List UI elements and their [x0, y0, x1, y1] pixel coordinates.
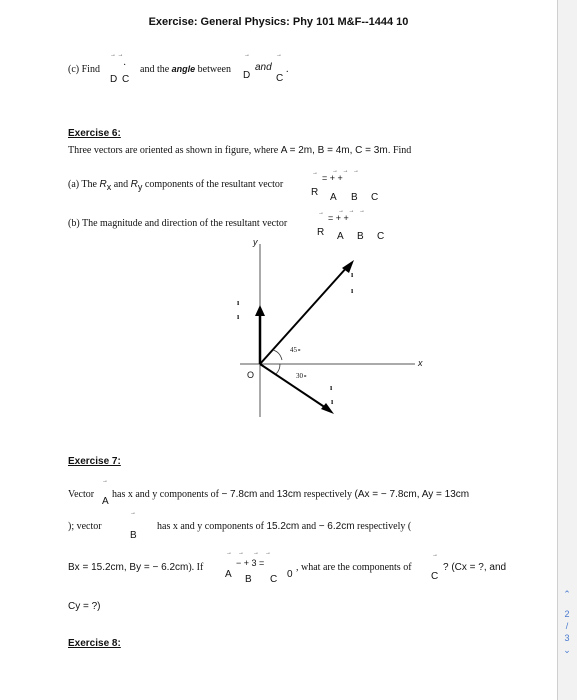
vector-arrow-icon: → [276, 52, 282, 58]
vector-c2: C [276, 73, 284, 84]
part-c-tail: . [286, 64, 289, 75]
ex7-vector-c: C [431, 571, 439, 582]
dot-operator: · [123, 60, 127, 71]
page-separator: / [565, 621, 569, 631]
equation-operators: = + + [322, 173, 343, 183]
ex7-line1-prefix: Vector [68, 489, 95, 500]
ex7-expr-a: A [225, 569, 232, 580]
ex7-expr-operators: − + 3 = [236, 558, 265, 568]
vector-arrow-icon: → [244, 52, 250, 58]
ex7-line2-prefix: ); vector [68, 521, 102, 532]
y-axis-label: y [253, 237, 258, 247]
ex7-line3-question: , what are the components of [296, 562, 412, 573]
eq-a: A [330, 192, 337, 203]
vector-arrow-icon: → [318, 210, 324, 216]
exercise-6-heading: Exercise 6: [68, 128, 121, 139]
ex7-vector-a: A [102, 496, 109, 507]
current-page: 2 [564, 609, 570, 619]
vector-c-line [260, 364, 326, 408]
eq-c-2: C [377, 231, 385, 242]
total-pages: 3 [564, 633, 570, 643]
vector-b-line [260, 266, 348, 364]
eq-r-2: R [317, 227, 325, 238]
angle-arc-45 [273, 350, 282, 360]
label-tick-c: ı [330, 383, 333, 392]
label-tick-a2: ı [237, 312, 240, 321]
x-axis-label: x [418, 358, 423, 368]
exercise-7-heading: Exercise 7: [68, 456, 121, 467]
angle-45-label: 45∘ [290, 346, 302, 354]
eq-r: R [311, 187, 319, 198]
vector-arrow-icon: → → → → [226, 550, 271, 556]
vector-arrow-icon: → [432, 552, 438, 558]
vector-arrow-icon: → [102, 478, 108, 484]
ex7-expr-zero: 0 [287, 569, 293, 580]
label-tick-b: ı [351, 270, 354, 279]
label-tick-c2: ı [331, 397, 334, 406]
ex7-vector-b: B [130, 530, 137, 541]
eq-a-2: A [337, 231, 344, 242]
exercise-8-heading: Exercise 8: [68, 638, 121, 649]
eq-b-2: B [357, 231, 364, 242]
vector-arrow-icon: → [130, 510, 136, 516]
ex7-line3: Bx = 15.2cm, By = − 6.2cm). If [68, 562, 204, 573]
vector-arrow-icon: → → → [332, 168, 359, 174]
exercise-6-intro: Three vectors are oriented as shown in figure, where A = 2m, B = 4m, C = 3m. Find [68, 145, 412, 156]
ex7-line3-end: ? (Cx = ?, and [443, 562, 507, 573]
origin-label: O [247, 370, 255, 380]
ex7-expr-c: C [270, 574, 278, 585]
ex7-expr-b: B [245, 574, 252, 585]
label-tick-a: ı [237, 298, 240, 307]
page-navigator [557, 588, 577, 668]
page-title: Exercise: General Physics: Phy 101 M&F--1444 10 [148, 16, 409, 28]
vector-d2: D [243, 70, 251, 81]
question-a: (a) The $R_x$ and $R_y$ components of the resultant vector [68, 179, 284, 192]
vector-a-arrowhead [255, 305, 265, 316]
page-down-icon[interactable]: ⌄ [563, 645, 571, 655]
label-tick-b2: ı [351, 286, 354, 295]
page-up-icon[interactable]: ⌃ [563, 589, 571, 599]
vector-arrow-icon: → → → [338, 208, 365, 214]
vector-figure [220, 232, 440, 422]
vector-arrow-icon: → → [110, 52, 124, 58]
question-b: (b) The magnitude and direction of the resultant vector [68, 218, 288, 229]
vector-d: D [110, 74, 118, 85]
part-c-prefix: (c) Find [68, 64, 100, 75]
angle-30-label: 30∘ [296, 372, 308, 380]
equation-operators-2: = + + [328, 213, 349, 223]
and-word: and [255, 62, 272, 73]
part-c-mid: and the angle between [140, 64, 231, 75]
ex7-line4: Cy = ?) [68, 601, 101, 612]
eq-c: C [371, 192, 379, 203]
vector-arrow-icon: → [312, 170, 318, 176]
ex7-line1-body: has x and y components of − 7.8cm and 13cm respectively (Ax = − 7.8cm, Ay = 13cm [112, 489, 470, 500]
ex7-line2-body: has x and y components of 15.2cm and − 6.2cm respectively ( [157, 521, 412, 532]
eq-b: B [351, 192, 358, 203]
vector-c: C [122, 74, 130, 85]
angle-arc-30 [276, 364, 280, 374]
